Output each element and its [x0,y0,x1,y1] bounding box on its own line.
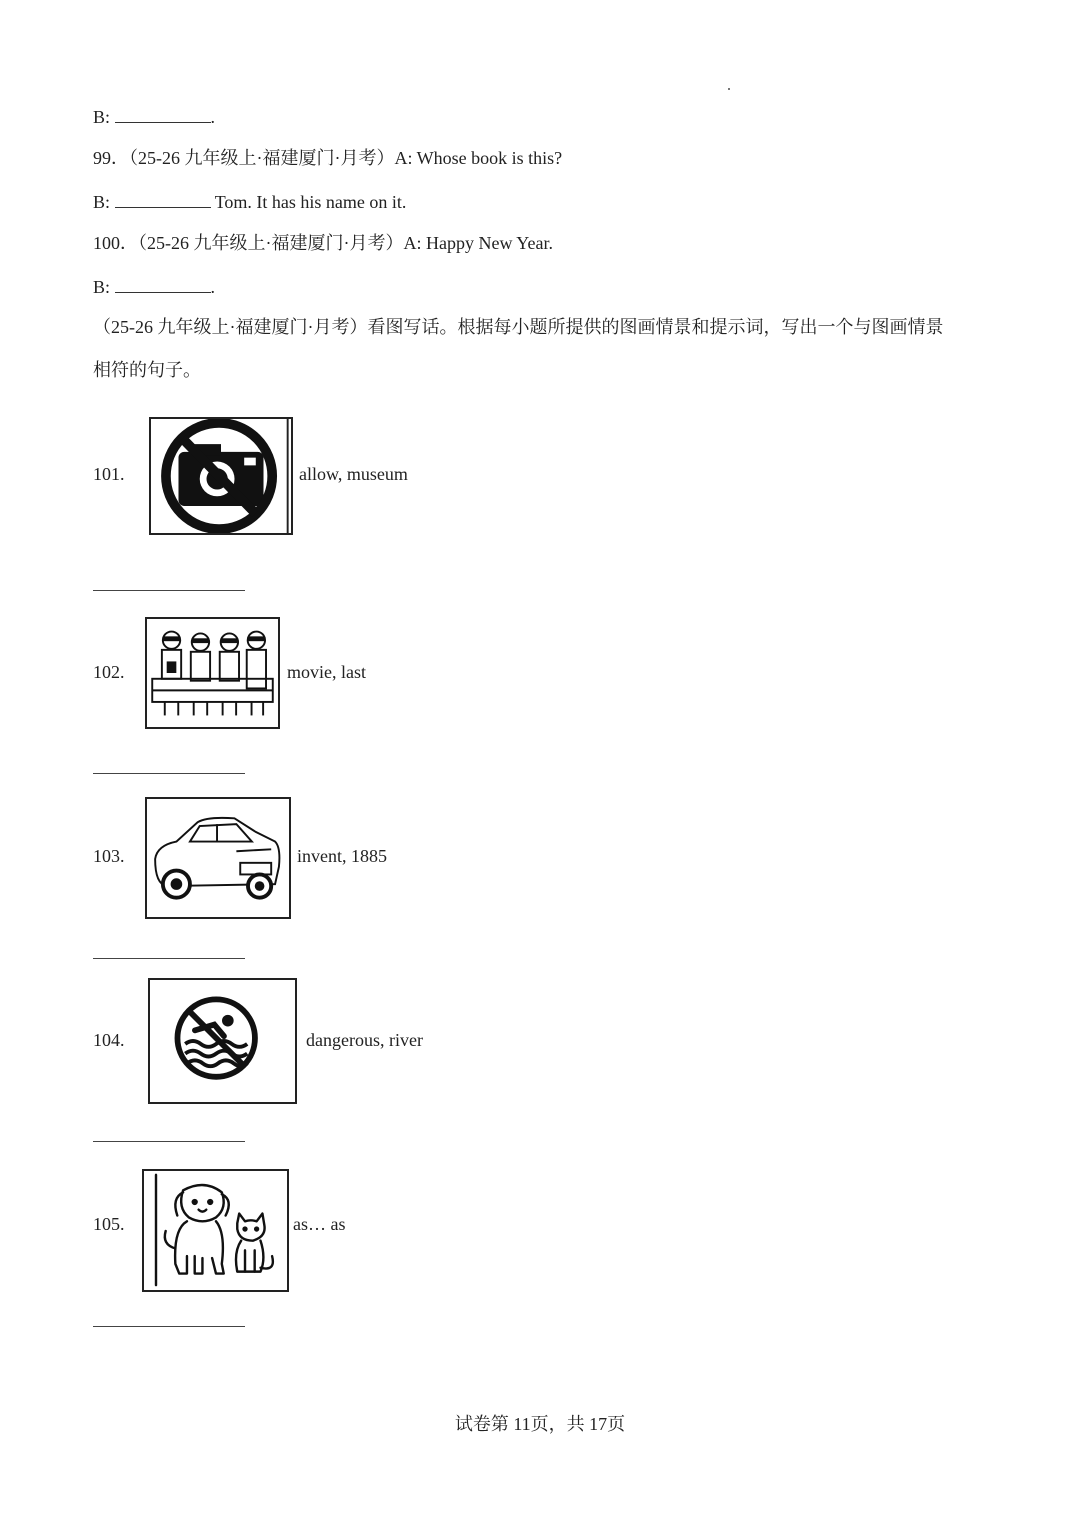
b-label: B: [93,192,111,212]
answer-line[interactable] [93,1326,245,1327]
hint-words: movie, last [287,662,366,682]
item-number: 102. [93,662,125,682]
hint-words: as… as [293,1214,346,1234]
b-label: B: [93,277,111,297]
b-after: Tom. It has his name on it. [210,192,407,212]
instructions-line-2: 相符的句子。 [93,360,201,380]
item-number: 104. [93,1030,125,1050]
dialog-98-answer [93,104,215,129]
hint-words: dangerous, river [306,1030,423,1050]
question-number: 99 [93,148,111,168]
instructions-line-1: （25-26 九年级上·福建厦门·月考）看图写话。根据每小题所提供的图画情景和提示词，写出一个与图画情景 [93,317,944,337]
answer-line[interactable] [93,590,245,591]
item-number: 105. [93,1214,125,1234]
b-label: B: [93,107,111,127]
hint-words: allow, museum [299,464,408,484]
question-source: ．（25-26 九年级上·福建厦门·月考） [111,148,395,168]
hint-words: invent, 1885 [297,846,387,866]
question-99 [93,146,562,170]
cinema-audience-icon [145,617,280,729]
answer-blank[interactable] [115,189,211,208]
answer-line[interactable] [93,1141,245,1142]
answer-line[interactable] [93,773,245,774]
answer-blank[interactable] [115,104,211,123]
question-number: 100 [93,233,120,253]
item-number: 103. [93,846,125,866]
dialog-100-answer [93,274,215,299]
no-camera-icon [149,417,293,535]
scan-speck [728,88,730,90]
dialog-99-answer [93,189,406,214]
question-100 [93,231,553,255]
b-after: . [210,277,216,297]
item-number: 101. [93,464,125,484]
b-after: . [210,107,216,127]
question-source: ．（25-26 九年级上·福建厦门·月考） [120,233,404,253]
question-text: A: Whose book is this? [394,148,563,168]
car-icon [145,797,291,919]
dog-and-cat-icon [142,1169,289,1292]
question-text: A: Happy New Year. [403,233,553,253]
answer-blank[interactable] [115,274,211,293]
answer-line[interactable] [93,958,245,959]
page-footer: 试卷第 11页，共 17页 [454,1414,626,1434]
no-swimming-icon [148,978,297,1104]
